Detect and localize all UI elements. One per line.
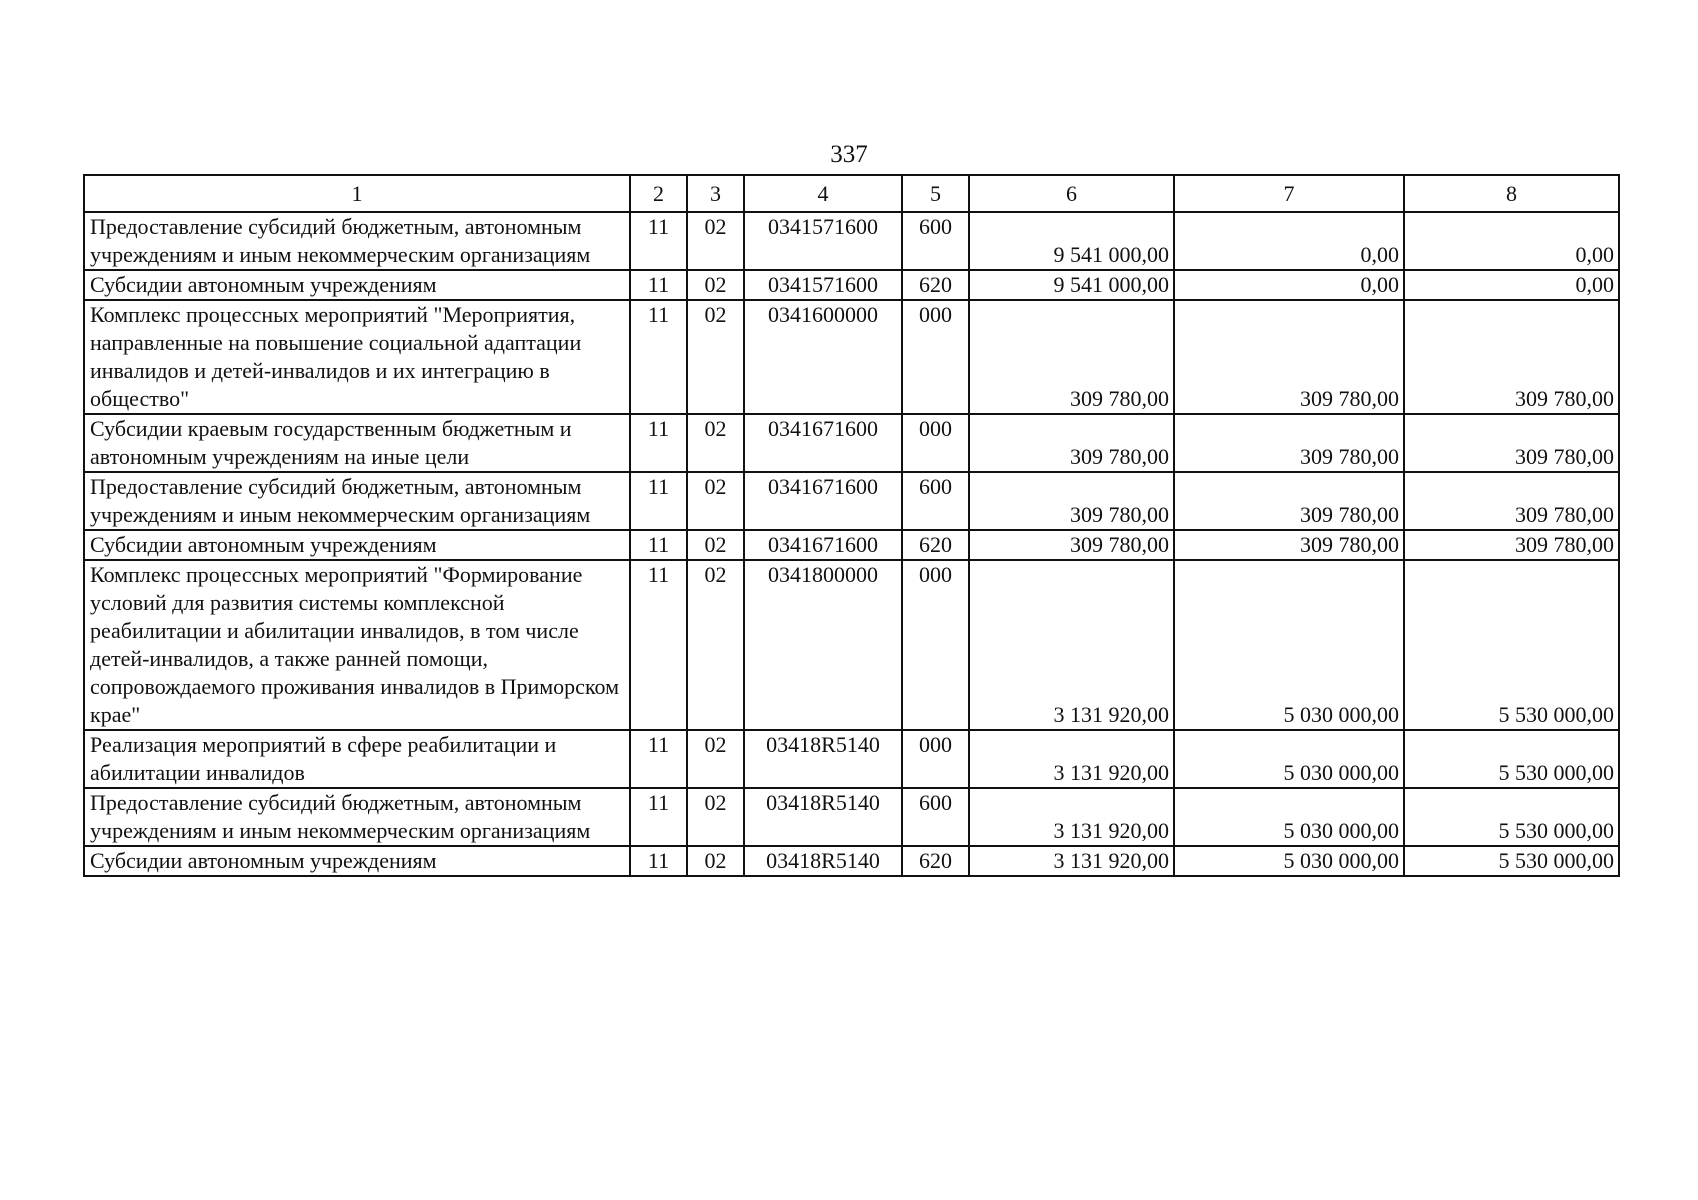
expense-type-code: 000 <box>902 730 969 788</box>
subsection-code: 02 <box>687 846 744 876</box>
item-name: Комплекс процессных мероприятий "Мероприятия, направленные на повышение социальной адаптации инвалидов и детей-инвалидов и их интеграцию в общество" <box>84 300 630 414</box>
section-code: 11 <box>630 730 687 788</box>
table-row <box>84 730 1619 788</box>
subsection-code: 02 <box>687 270 744 300</box>
target-article-code: 03418R5140 <box>744 730 902 788</box>
section-code: 11 <box>630 560 687 730</box>
column-header: 6 <box>969 175 1174 212</box>
section-code: 11 <box>630 300 687 414</box>
subsection-code: 02 <box>687 212 744 270</box>
expense-type-code: 600 <box>902 788 969 846</box>
table-row <box>84 414 1619 472</box>
expense-type-code: 620 <box>902 270 969 300</box>
item-name: Предоставление субсидий бюджетным, автономным учреждениям и иным некоммерческим организациям <box>84 788 630 846</box>
table-header-row <box>84 175 1619 212</box>
expense-type-code: 000 <box>902 560 969 730</box>
amount-col-8: 5 530 000,00 <box>1404 560 1619 730</box>
column-header: 1 <box>84 175 630 212</box>
amount-col-7: 0,00 <box>1174 270 1404 300</box>
target-article-code: 0341671600 <box>744 530 902 560</box>
amount-col-6: 309 780,00 <box>969 414 1174 472</box>
target-article-code: 0341671600 <box>744 472 902 530</box>
section-code: 11 <box>630 472 687 530</box>
amount-col-7: 5 030 000,00 <box>1174 730 1404 788</box>
subsection-code: 02 <box>687 530 744 560</box>
amount-col-8: 5 530 000,00 <box>1404 846 1619 876</box>
item-name: Субсидии краевым государственным бюджетным и автономным учреждениям на иные цели <box>84 414 630 472</box>
table-row <box>84 788 1619 846</box>
target-article-code: 0341571600 <box>744 270 902 300</box>
table-row <box>84 270 1619 300</box>
amount-col-6: 309 780,00 <box>969 530 1174 560</box>
subsection-code: 02 <box>687 788 744 846</box>
budget-table <box>83 174 1620 877</box>
item-name: Субсидии автономным учреждениям <box>84 846 630 876</box>
section-code: 11 <box>630 270 687 300</box>
target-article-code: 0341571600 <box>744 212 902 270</box>
section-code: 11 <box>630 788 687 846</box>
item-name: Субсидии автономным учреждениям <box>84 530 630 560</box>
amount-col-7: 5 030 000,00 <box>1174 846 1404 876</box>
section-code: 11 <box>630 530 687 560</box>
amount-col-8: 0,00 <box>1404 212 1619 270</box>
subsection-code: 02 <box>687 472 744 530</box>
column-header: 3 <box>687 175 744 212</box>
section-code: 11 <box>630 212 687 270</box>
amount-col-7: 5 030 000,00 <box>1174 560 1404 730</box>
expense-type-code: 600 <box>902 212 969 270</box>
amount-col-6: 9 541 000,00 <box>969 212 1174 270</box>
expense-type-code: 620 <box>902 846 969 876</box>
amount-col-8: 309 780,00 <box>1404 300 1619 414</box>
item-name: Предоставление субсидий бюджетным, автономным учреждениям и иным некоммерческим организациям <box>84 472 630 530</box>
amount-col-7: 5 030 000,00 <box>1174 788 1404 846</box>
amount-col-6: 3 131 920,00 <box>969 560 1174 730</box>
amount-col-6: 3 131 920,00 <box>969 788 1174 846</box>
subsection-code: 02 <box>687 730 744 788</box>
amount-col-8: 309 780,00 <box>1404 530 1619 560</box>
table-row <box>84 472 1619 530</box>
subsection-code: 02 <box>687 414 744 472</box>
table-row <box>84 300 1619 414</box>
table-row <box>84 212 1619 270</box>
amount-col-7: 309 780,00 <box>1174 414 1404 472</box>
expense-type-code: 620 <box>902 530 969 560</box>
amount-col-6: 309 780,00 <box>969 300 1174 414</box>
page-number: 337 <box>830 141 868 168</box>
table-row <box>84 530 1619 560</box>
section-code: 11 <box>630 414 687 472</box>
amount-col-7: 309 780,00 <box>1174 530 1404 560</box>
table-row <box>84 560 1619 730</box>
expense-type-code: 000 <box>902 300 969 414</box>
amount-col-8: 0,00 <box>1404 270 1619 300</box>
amount-col-8: 309 780,00 <box>1404 414 1619 472</box>
subsection-code: 02 <box>687 300 744 414</box>
table-row <box>84 846 1619 876</box>
column-header: 8 <box>1404 175 1619 212</box>
target-article-code: 03418R5140 <box>744 788 902 846</box>
target-article-code: 0341800000 <box>744 560 902 730</box>
amount-col-7: 309 780,00 <box>1174 300 1404 414</box>
item-name: Предоставление субсидий бюджетным, автономным учреждениям и иным некоммерческим организациям <box>84 212 630 270</box>
target-article-code: 03418R5140 <box>744 846 902 876</box>
item-name: Комплекс процессных мероприятий "Формирование условий для развития системы комплексной реабилитации и абилитации инвалидов, в том числе детей-инвалидов, а также ранней помощи, сопровождаемого проживания инвалидов в Приморском крае" <box>84 560 630 730</box>
amount-col-6: 3 131 920,00 <box>969 846 1174 876</box>
expense-type-code: 000 <box>902 414 969 472</box>
column-header: 4 <box>744 175 902 212</box>
expense-type-code: 600 <box>902 472 969 530</box>
column-header: 2 <box>630 175 687 212</box>
amount-col-7: 0,00 <box>1174 212 1404 270</box>
column-header: 5 <box>902 175 969 212</box>
subsection-code: 02 <box>687 560 744 730</box>
amount-col-6: 3 131 920,00 <box>969 730 1174 788</box>
section-code: 11 <box>630 846 687 876</box>
amount-col-6: 9 541 000,00 <box>969 270 1174 300</box>
amount-col-6: 309 780,00 <box>969 472 1174 530</box>
amount-col-8: 5 530 000,00 <box>1404 788 1619 846</box>
amount-col-7: 309 780,00 <box>1174 472 1404 530</box>
item-name: Субсидии автономным учреждениям <box>84 270 630 300</box>
column-header: 7 <box>1174 175 1404 212</box>
amount-col-8: 309 780,00 <box>1404 472 1619 530</box>
target-article-code: 0341671600 <box>744 414 902 472</box>
item-name: Реализация мероприятий в сфере реабилитации и абилитации инвалидов <box>84 730 630 788</box>
amount-col-8: 5 530 000,00 <box>1404 730 1619 788</box>
target-article-code: 0341600000 <box>744 300 902 414</box>
